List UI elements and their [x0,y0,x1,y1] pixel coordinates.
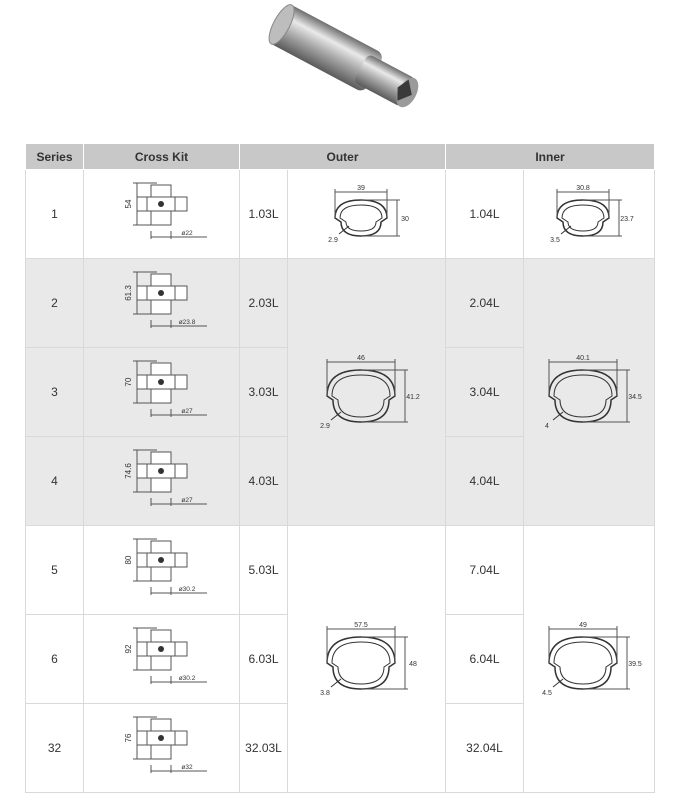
profile-wall-label: 3.5 [550,237,560,244]
inner-profile-cell [524,259,655,526]
series-cell: 4 [26,437,84,526]
svg-text:54: 54 [123,199,133,209]
cross-kit-drawing [107,620,217,698]
profile-height-label: 39.5 [628,661,642,668]
inner-code-cell: 7.04L [446,526,524,615]
specification-table [25,143,655,793]
svg-text:70: 70 [123,377,133,387]
profile-height-label: 23.7 [620,216,634,223]
svg-text:80: 80 [123,555,133,565]
profile-width-label: 39 [356,185,365,192]
profile-wall-label: 2.9 [319,423,330,430]
tube-profile-drawing [307,342,427,442]
outer-code-cell: 6.03L [240,615,288,704]
series-cell: 1 [26,170,84,259]
svg-text:ø30.2: ø30.2 [178,675,195,682]
cross-kit-drawing-cell [84,259,240,348]
cross-kit-drawing-cell [84,615,240,704]
profile-width-label: 40.1 [576,355,590,362]
profile-width-label: 30.8 [576,185,590,192]
cross-kit-drawing-cell [84,170,240,259]
profile-width-label: 46 [356,355,365,362]
header-series: Series [26,144,84,170]
svg-text:92: 92 [123,644,133,654]
profile-wall-label: 2.9 [327,237,338,244]
inner-code-cell: 2.04L [446,259,524,348]
outer-code-cell: 4.03L [240,437,288,526]
profile-height-label: 48 [408,661,417,668]
profile-wall-label: 4 [545,423,549,430]
profile-height-label: 41.2 [405,394,420,401]
profile-height-label: 34.5 [628,394,642,401]
outer-code-cell: 1.03L [240,170,288,259]
svg-text:76: 76 [123,733,133,743]
cross-kit-drawing [107,264,217,342]
table-header-row [26,144,655,170]
tube-profile-drawing [307,609,427,709]
tube-profile-drawing [534,174,644,254]
inner-profile-cell [524,170,655,259]
cross-kit-drawing [107,353,217,431]
table-row [26,526,655,615]
inner-code-cell: 3.04L [446,348,524,437]
cross-kit-drawing-cell [84,348,240,437]
series-cell: 5 [26,526,84,615]
table-row [26,170,655,259]
svg-text:ø23.8: ø23.8 [178,319,195,326]
profile-width-label: 49 [579,622,587,629]
outer-code-cell: 32.03L [240,704,288,793]
series-cell: 32 [26,704,84,793]
cross-kit-drawing [107,709,217,787]
svg-text:ø27: ø27 [180,497,193,504]
profile-height-label: 30 [400,216,409,223]
outer-profile-cell [288,526,446,793]
outer-code-cell: 5.03L [240,526,288,615]
profile-wall-label: 4.5 [542,690,552,697]
outer-code-cell: 3.03L [240,348,288,437]
cross-kit-drawing [107,531,217,609]
outer-code-cell: 2.03L [240,259,288,348]
header-cross-kit: Cross Kit [84,144,240,170]
cross-kit-drawing-cell [84,437,240,526]
cross-kit-drawing-cell [84,704,240,793]
inner-code-cell: 1.04L [446,170,524,259]
series-cell: 3 [26,348,84,437]
tube-profile-drawing [312,174,422,254]
tube-product-photo [252,0,432,122]
inner-profile-cell [524,526,655,793]
series-cell: 2 [26,259,84,348]
header-outer: Outer [240,144,446,170]
cross-kit-drawing [107,175,217,253]
svg-text:61.3: 61.3 [123,285,133,301]
svg-text:ø22: ø22 [180,230,193,237]
profile-width-label: 57.5 [353,622,368,629]
svg-text:ø27: ø27 [180,408,193,415]
profile-wall-label: 3.8 [319,690,330,697]
series-cell: 6 [26,615,84,704]
outer-profile-cell [288,170,446,259]
outer-profile-cell [288,259,446,526]
tube-profile-drawing [529,342,649,442]
header-inner: Inner [446,144,655,170]
svg-text:ø30.2: ø30.2 [178,586,195,593]
table-row [26,259,655,348]
cross-kit-drawing-cell [84,526,240,615]
svg-text:74.6: 74.6 [123,463,133,479]
cross-kit-drawing [107,442,217,520]
inner-code-cell: 6.04L [446,615,524,704]
svg-text:ø32: ø32 [180,764,193,771]
inner-code-cell: 32.04L [446,704,524,793]
tube-profile-drawing [529,609,649,709]
inner-code-cell: 4.04L [446,437,524,526]
